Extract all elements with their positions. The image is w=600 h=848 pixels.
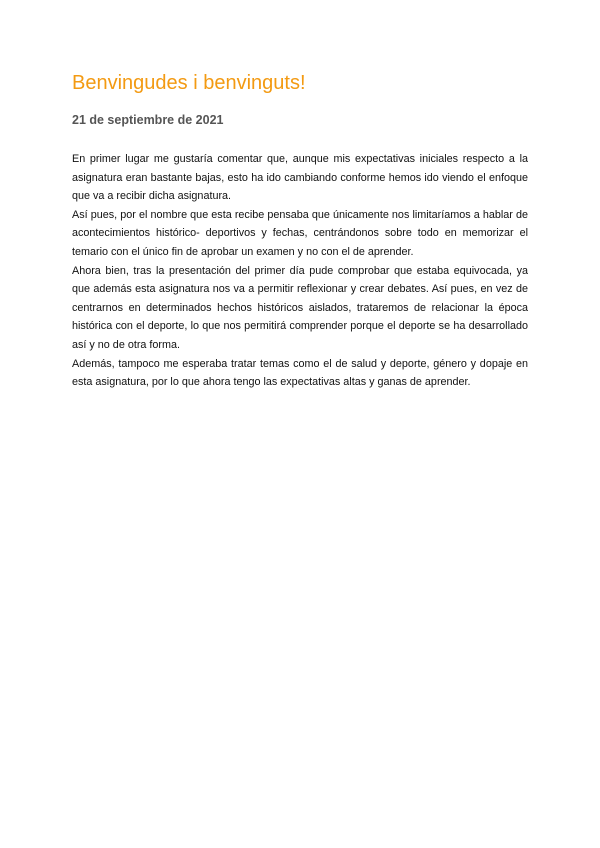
post-date: 21 de septiembre de 2021	[72, 113, 224, 127]
post-title: Benvingudes i benvinguts!	[72, 72, 306, 94]
body-paragraph: Además, tampoco me esperaba tratar temas como el de salud y deporte, género y dopaje en esta asignatura, por lo que ahora tengo las expectativas altas y ganas de aprender.	[72, 357, 528, 389]
body-paragraph: En primer lugar me gustaría comentar que, aunque mis expectativas iniciales respecto a la asignatura eran bastante bajas, esto ha ido cambiando conforme hemos ido viendo el enfoque que va a recibir dicha asignatura.	[72, 153, 528, 203]
post-body	[72, 150, 528, 392]
body-paragraph: Ahora bien, tras la presentación del primer día pude comprobar que estaba equivocada, ya que además esta asignatura nos va a permitir reflexionar y crear debates. Así pues, en vez de centrarnos en determinados hechos históricos aislados, trataremos de relacionar la época histórica con el deporte, lo que nos permitirá comprender porque el deporte se ha desarrollado así y no de otra forma.	[72, 264, 528, 351]
body-paragraph: Así pues, por el nombre que esta recibe pensaba que únicamente nos limitaríamos a hablar de acontecimientos histórico- deportivos y fechas, centrándonos sobre todo en memorizar el temario con el único fin de aprobar un examen y no con el de aprender.	[72, 208, 528, 258]
document-content	[72, 70, 528, 392]
